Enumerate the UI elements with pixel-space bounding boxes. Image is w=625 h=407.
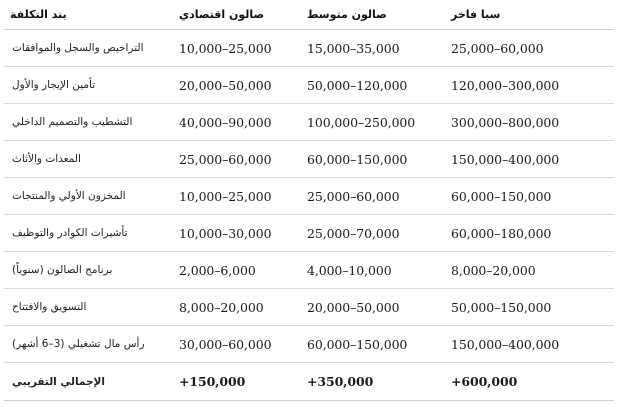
luxury-cell: 150,000–400,000	[443, 326, 614, 363]
total-mid: +350,000	[299, 363, 443, 401]
mid-cell: 100,000–250,000	[299, 104, 443, 141]
total-luxury: +600,000	[443, 363, 614, 401]
row-category-cell: رأس مال تشغيلي (3–6 أشهر)	[4, 326, 171, 363]
row-category-cell: تأمين الإيجار والأول	[4, 67, 171, 104]
mid-cell: 60,000–150,000	[299, 141, 443, 178]
row-category-cell: برنامج الصالون (سنوياً)	[4, 252, 171, 289]
economy-cell: 10,000–30,000	[171, 215, 299, 252]
luxury-cell: 150,000–400,000	[443, 141, 614, 178]
economy-cell: 40,000–90,000	[171, 104, 299, 141]
row-category-cell: المعدات والأثاث	[4, 141, 171, 178]
economy-cell: 8,000–20,000	[171, 289, 299, 326]
luxury-cell: 60,000–150,000	[443, 178, 614, 215]
table-row	[4, 215, 614, 252]
row-category-cell: المخزون الأولي والمنتجات	[4, 178, 171, 215]
header-economy-salon: صالون اقتصادي	[171, 0, 299, 30]
economy-cell: 20,000–50,000	[171, 67, 299, 104]
table-row	[4, 67, 614, 104]
luxury-cell: 60,000–180,000	[443, 215, 614, 252]
economy-cell: 30,000–60,000	[171, 326, 299, 363]
total-label: الإجمالي التقريبي	[4, 363, 171, 401]
table-row	[4, 141, 614, 178]
mid-cell: 25,000–60,000	[299, 178, 443, 215]
table-row	[4, 326, 614, 363]
total-economy: +150,000	[171, 363, 299, 401]
economy-cell: 10,000–25,000	[171, 30, 299, 67]
table-body	[4, 30, 614, 401]
table-row	[4, 30, 614, 67]
luxury-cell: 50,000–150,000	[443, 289, 614, 326]
mid-cell: 15,000–35,000	[299, 30, 443, 67]
header-luxury-spa: سبا فاخر	[443, 0, 614, 30]
economy-cell: 10,000–25,000	[171, 178, 299, 215]
table-row	[4, 178, 614, 215]
mid-cell: 4,000–10,000	[299, 252, 443, 289]
row-category-cell: التراخيص والسجل والموافقات	[4, 30, 171, 67]
row-category-cell: تأشيرات الكوادر والتوظيف	[4, 215, 171, 252]
mid-cell: 20,000–50,000	[299, 289, 443, 326]
total-row	[4, 363, 614, 401]
economy-cell: 2,000–6,000	[171, 252, 299, 289]
luxury-cell: 300,000–800,000	[443, 104, 614, 141]
header-mid-salon: صالون متوسط	[299, 0, 443, 30]
table-row	[4, 252, 614, 289]
mid-cell: 60,000–150,000	[299, 326, 443, 363]
table-header	[4, 0, 614, 30]
luxury-cell: 120,000–300,000	[443, 67, 614, 104]
header-row	[4, 0, 614, 30]
table-row	[4, 289, 614, 326]
row-category-cell: التسويق والافتتاح	[4, 289, 171, 326]
mid-cell: 25,000–70,000	[299, 215, 443, 252]
header-category: بند التكلفة	[4, 0, 171, 30]
mid-cell: 50,000–120,000	[299, 67, 443, 104]
cost-table	[4, 0, 614, 401]
economy-cell: 25,000–60,000	[171, 141, 299, 178]
luxury-cell: 8,000–20,000	[443, 252, 614, 289]
row-category-cell: التشطيب والتصميم الداخلي	[4, 104, 171, 141]
table-row	[4, 104, 614, 141]
luxury-cell: 25,000–60,000	[443, 30, 614, 67]
